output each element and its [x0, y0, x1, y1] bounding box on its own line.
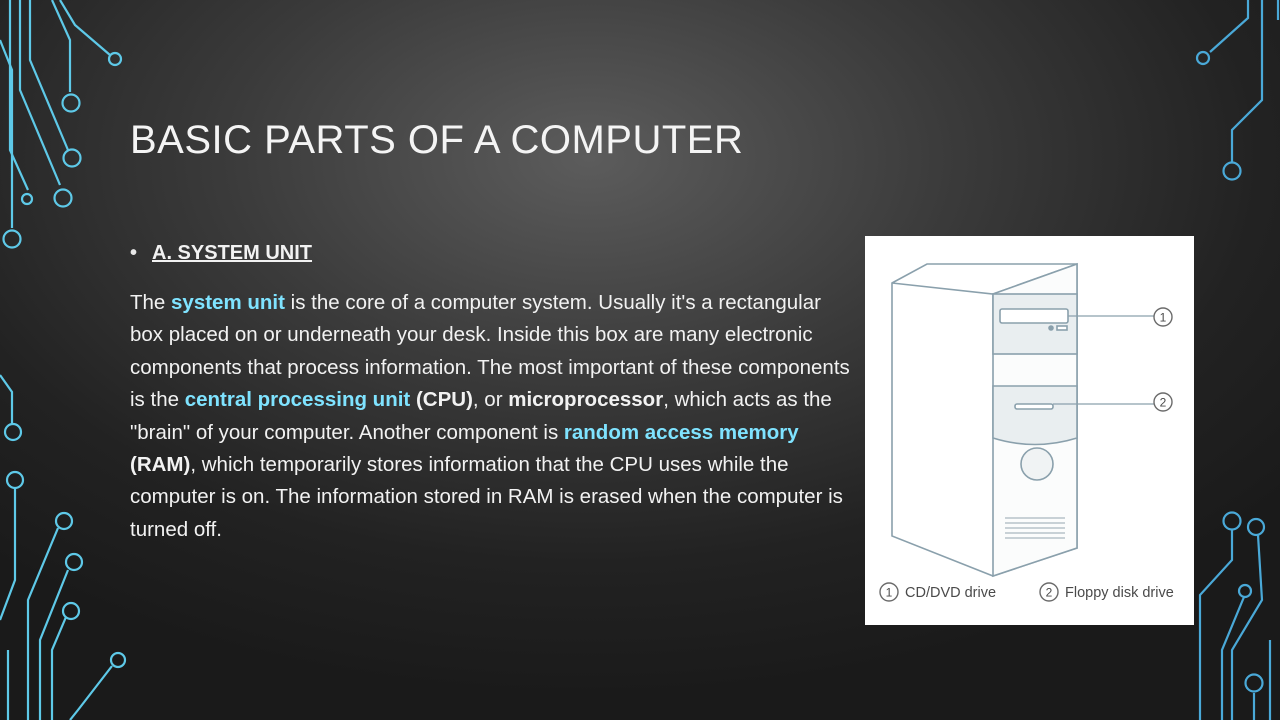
caption-2-number: 2: [1045, 585, 1053, 600]
body-text: is the core of a computer system. Usually it's a rectangular box placed on or underneath your desk. Inside this box are many electronic components that process information. The most important of these components is the: [130, 291, 850, 412]
system-unit-illustration: [865, 236, 1194, 625]
body-text: , or: [472, 388, 509, 412]
body-text: , which acts as the "brain" of your computer. Another component is: [130, 388, 832, 444]
left-circuit-lines: [0, 0, 125, 720]
keyword-ram: random access memory: [563, 420, 799, 444]
caption-floppy-disk-drive: Floppy disk drive: [1065, 585, 1174, 601]
caption-cd-dvd-drive: CD/DVD drive: [905, 585, 997, 601]
callout-2-number: 2: [1159, 395, 1167, 410]
section-bullet: [130, 242, 312, 265]
body-paragraph: [130, 287, 855, 546]
bullet-dot: •: [130, 242, 138, 264]
abbr-cpu: (CPU): [415, 388, 473, 412]
abbr-ram: (RAM): [130, 453, 191, 477]
slide-title: BASIC PARTS OF A COMPUTER: [130, 118, 744, 162]
body-text: , which temporarily stores information that the CPU uses while the computer is on. The information stored in RAM is erased when the computer is turned off.: [130, 453, 843, 541]
callout-1-number: 1: [1159, 310, 1167, 325]
system-unit-figure: [865, 236, 1194, 625]
body-text: The: [130, 291, 172, 314]
right-circuit-lines: [1197, 0, 1278, 720]
tower-case: [892, 264, 1077, 576]
keyword-cpu: central processing unit: [184, 388, 411, 412]
section-heading: A. SYSTEM UNIT: [152, 242, 313, 264]
caption-1-number: 1: [885, 585, 893, 600]
term-microprocessor: microprocessor: [508, 388, 664, 412]
keyword-system-unit: system unit: [171, 291, 285, 314]
